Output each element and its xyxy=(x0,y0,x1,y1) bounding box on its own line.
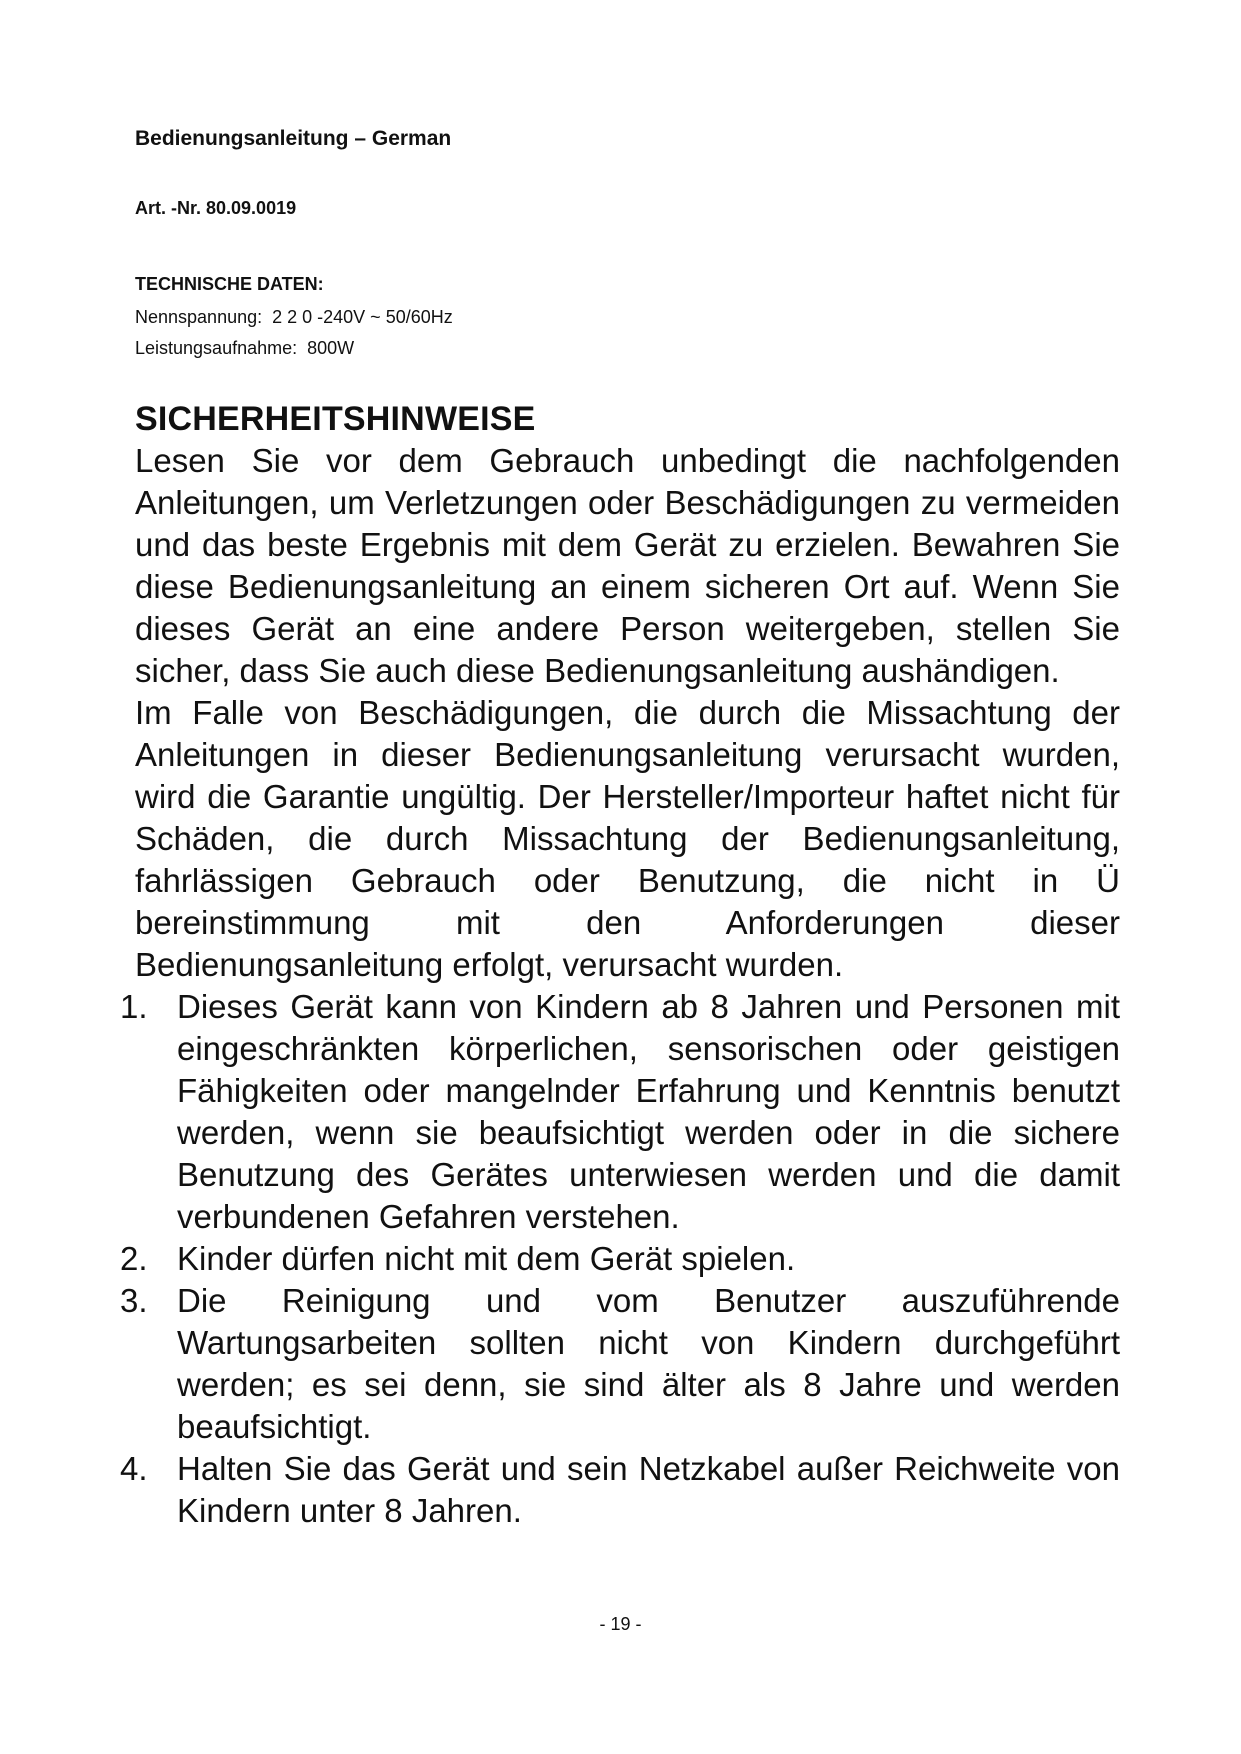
page-number: - 19 - xyxy=(599,1614,642,1634)
safety-section xyxy=(120,398,1120,1532)
tech-row-voltage xyxy=(135,302,835,333)
tech-label: Nennspannung: xyxy=(135,307,263,327)
list-item xyxy=(120,1238,1120,1280)
document-header xyxy=(135,126,935,152)
list-item xyxy=(120,1448,1120,1532)
technical-data-heading: TECHNISCHE DATEN: xyxy=(135,274,324,294)
list-item-number: 4. xyxy=(120,1450,148,1487)
list-item-number: 3. xyxy=(120,1282,148,1319)
article-number: Art. -Nr. 80.09.0019 xyxy=(135,198,297,218)
tech-value: 2 2 0 -240V ~ 50/60Hz xyxy=(272,307,453,327)
safety-list xyxy=(120,986,1120,1532)
tech-value: 800W xyxy=(307,338,355,358)
list-item-text: Kinder dürfen nicht mit dem Gerät spielen. xyxy=(177,1240,796,1277)
safety-paragraph: Lesen Sie vor dem Gebrauch unbedingt die nachfolgenden Anleitungen, um Verletzungen oder Beschädigungen zu vermeiden und das beste Ergebnis mit dem Gerät zu erzielen. Bewahren Sie diese Bedienungsanleitung an einem sicheren Ort auf. Wenn Sie dieses Gerät an eine andere Person weitergeben, stellen Sie sicher, dass Sie auch diese Bedienungsanleitung aushändigen. xyxy=(135,442,1120,689)
tech-row-power xyxy=(135,333,835,364)
list-item-number: 2. xyxy=(120,1240,148,1277)
list-item-text: Die Reinigung und vom Benutzer auszuführende Wartungsarbeiten sollten nicht von Kindern durchgeführt werden; es sei denn, sie sind älter als 8 Jahre und werden beaufsichtigt. xyxy=(177,1282,1120,1445)
technical-data-section xyxy=(135,272,835,364)
list-item xyxy=(120,1280,1120,1448)
list-item xyxy=(120,986,1120,1238)
list-item-number: 1. xyxy=(120,988,148,1025)
safety-heading: SICHERHEITSHINWEISE xyxy=(135,400,536,438)
safety-paragraph: Im Falle von Beschädigungen, die durch die Missachtung der Anleitungen in dieser Bedienungsanleitung verursacht wurden, wird die Garantie ungültig. Der Hersteller/Importeur haftet nicht für Schäden, die durch Missachtung der Bedienungsanleitung, fahrlässigen Gebrauch oder Benutzung, die nicht in Ü bereinstimmung mit den Anforderungen dieser Bedienungsanleitung erfolgt, verursacht wurden. xyxy=(135,694,1120,983)
list-item-text: Dieses Gerät kann von Kindern ab 8 Jahren und Personen mit eingeschränkten körperlichen, sensorischen oder geistigen Fähigkeiten oder mangelnder Erfahrung und Kenntnis benutzt werden, wenn sie beaufsichtigt werden oder in die sichere Benutzung des Gerätes unterwiesen werden und die damit verbundenen Gefahren verstehen. xyxy=(177,988,1120,1235)
document-title: Bedienungsanleitung – German xyxy=(135,127,452,150)
tech-label: Leistungsaufnahme: xyxy=(135,338,298,358)
list-item-text: Halten Sie das Gerät und sein Netzkabel außer Reichweite von Kindern unter 8 Jahren. xyxy=(177,1450,1120,1529)
